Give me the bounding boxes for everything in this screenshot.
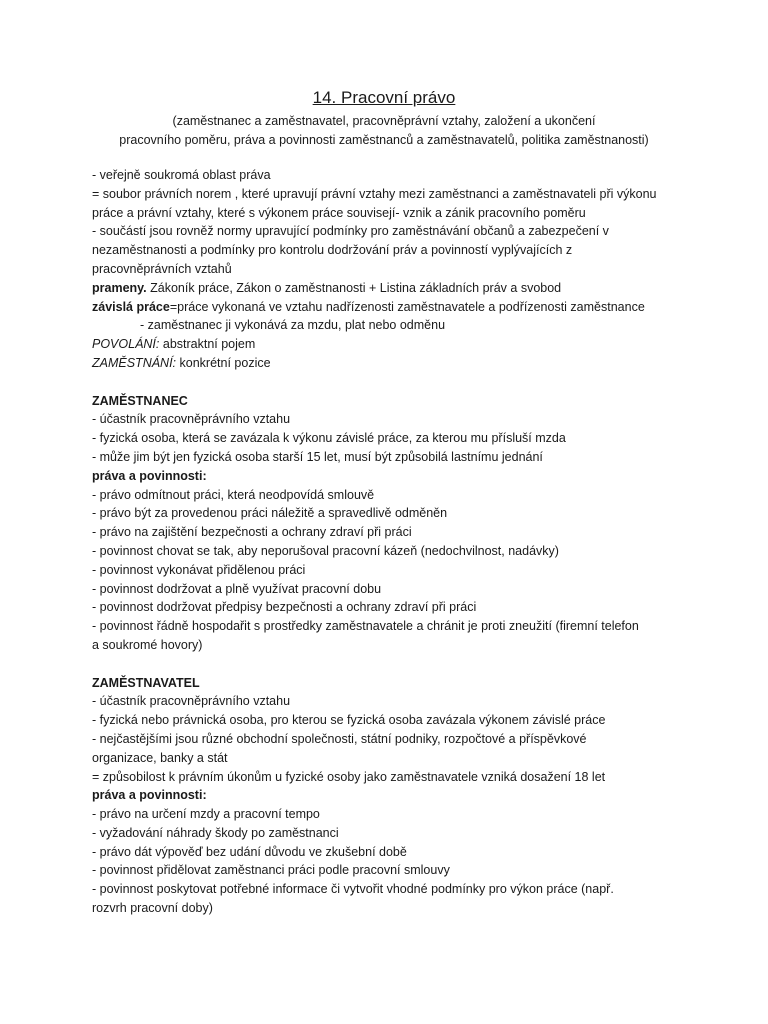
intro-line: pracovněprávních vztahů [92,261,232,276]
employee-right-item: - právo na zajištění bezpečnosti a ochrany zdraví při práci [92,525,412,540]
employee-heading: ZAMĚSTNANEC [92,393,188,408]
employer-right-item: - právo dát výpověď bez udání důvodu ve zkušební době [92,844,407,859]
spacer [92,655,692,674]
employee-right-item: - povinnost řádně hospodařit s prostředky zaměstnavatele a chránit je proti zneužití (firemní telefon [92,619,639,634]
employer-right-item: - vyžadování náhrady škody po zaměstnanci [92,825,339,840]
employer-line: - účastník pracovněprávního vztahu [92,694,291,709]
employer-right-item: - povinnost poskytovat potřebné informace či vytvořit vhodné podmínky pro výkon práce (např. [92,882,614,897]
employer-right-item: rozvrh pracovní doby) [92,901,213,916]
page-subtitle [0,112,768,149]
employer-right-item: - povinnost přidělovat zaměstnanci práci podle pracovní smlouvy [92,863,450,878]
employer-line: = způsobilost k právním úkonům u fyzické osoby jako zaměstnavatele vzniká dosažení 18 let [92,769,606,784]
intro-line: - součástí jsou rovněž normy upravující podmínky pro zaměstnávání občanů a zabezpečení v [92,224,609,239]
intro-line: práce a právní vztahy, které s výkonem práce souvisejí- vznik a zánik pracovního poměru [92,205,586,220]
subtitle-line: pracovního poměru, práva a povinnosti zaměstnanců a zaměstnavatelů, politika zaměstnanosti) [119,132,649,147]
profession-text: abstraktní pojem [159,337,256,352]
employee-right-item: - právo odmítnout práci, která neodpovídá smlouvě [92,487,375,502]
dependent-work-text: =práce vykonaná ve vztahu nadřízenosti zaměstnavatele a podřízenosti zaměstnance [169,299,645,314]
employee-line: - může jim být jen fyzická osoba starší 15 let, musí být způsobilá lastnímu jednání [92,449,543,464]
sources-line [92,279,692,298]
employer-heading: ZAMĚSTNAVATEL [92,675,200,690]
sources-text: Zákoník práce, Zákon o zaměstnanosti + Listina základních práv a svobod [146,280,562,295]
page-title: 14. Pracovní právo [312,88,456,107]
document-body [92,166,692,918]
employee-right-item: - povinnost dodržovat a plně využívat pracovní dobu [92,581,382,596]
employee-line: - účastník pracovněprávního vztahu [92,412,291,427]
dependent-work-label: závislá práce [92,299,170,314]
profession-label: POVOLÁNÍ: [92,337,160,352]
employee-right-item: - právo být za provedenou práci náležitě a spravedlivě odměněn [92,506,448,521]
sources-label: prameny. [92,280,147,295]
subtitle-line: (zaměstnanec a zaměstnavatel, pracovněprávní vztahy, založení a ukončení [172,114,596,128]
employer-line: - fyzická nebo právnická osoba, pro kterou se fyzická osoba zavázala výkonem závislé práce [92,713,606,728]
employment-text: konkrétní pozice [176,355,271,370]
spacer [92,373,692,392]
employee-right-item: - povinnost dodržovat předpisy bezpečnosti a ochrany zdraví při práci [92,600,477,615]
employment-line [92,354,692,373]
employee-right-item: a soukromé hovory) [92,637,203,652]
employee-right-item: - povinnost vykonávat přidělenou práci [92,562,306,577]
employer-line: organizace, banky a stát [92,750,228,765]
employee-rights-heading: práva a povinnosti: [92,468,207,483]
intro-line: - veřejně soukromá oblast práva [92,168,271,182]
employment-label: ZAMĚSTNÁNÍ: [92,355,177,370]
employee-right-item: - povinnost chovat se tak, aby neporušoval pracovní kázeň (nedochvilnost, nadávky) [92,543,559,558]
dependent-work-line [92,298,692,317]
intro-line: nezaměstnanosti a podmínky pro kontrolu dodržování práv a povinností vyplývajících z [92,243,573,258]
employer-right-item: - právo na určení mzdy a pracovní tempo [92,807,320,822]
intro-line: = soubor právních norem , které upravují právní vztahy mezi zaměstnanci a zaměstnavateli při výkonu [92,186,657,201]
profession-line [92,335,692,354]
employer-line: - nejčastějšími jsou různé obchodní společnosti, státní podniky, rozpočtové a příspěvkové [92,731,587,746]
dependent-work-subline: - zaměstnanec ji vykonává za mzdu, plat nebo odměnu [140,318,446,333]
employer-rights-heading: práva a povinnosti: [92,788,207,803]
employee-line: - fyzická osoba, která se zavázala k výkonu závislé práce, za kterou mu přísluší mzda [92,431,566,446]
